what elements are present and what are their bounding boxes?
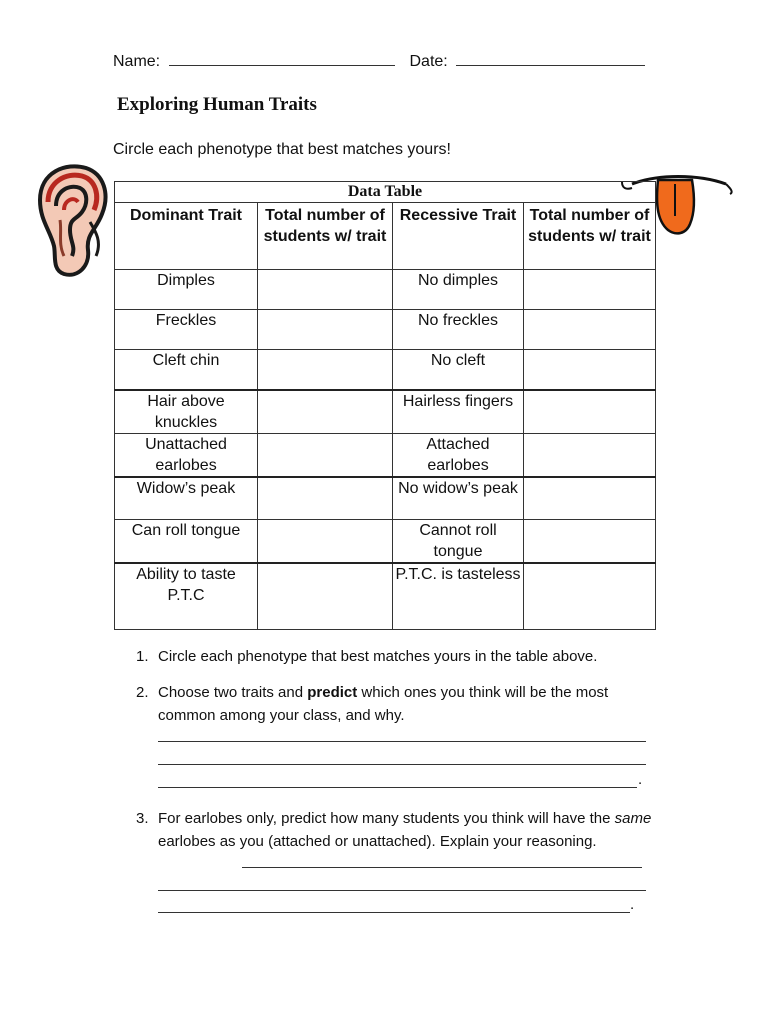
period-mark: . <box>630 896 635 913</box>
recessive-count-cell[interactable] <box>524 563 656 629</box>
header-recessive-count: Total number of students w/ trait <box>524 203 656 270</box>
dominant-count-cell[interactable] <box>258 433 393 477</box>
answer-line[interactable] <box>158 912 630 913</box>
page-title: Exploring Human Traits <box>117 94 317 115</box>
data-table <box>114 181 655 630</box>
table-row <box>115 477 656 520</box>
recessive-trait-cell[interactable]: Attached earlobes <box>393 433 524 477</box>
recessive-count-cell[interactable] <box>524 390 656 434</box>
answer-line[interactable] <box>158 741 646 742</box>
dominant-trait-cell[interactable]: Freckles <box>115 310 258 350</box>
recessive-count-cell[interactable] <box>524 270 656 310</box>
recessive-trait-cell[interactable]: Hairless fingers <box>393 390 524 434</box>
dominant-trait-cell[interactable]: Cleft chin <box>115 350 258 390</box>
recessive-count-cell[interactable] <box>524 350 656 390</box>
dominant-trait-cell[interactable]: Widow’s peak <box>115 477 258 520</box>
recessive-count-cell[interactable] <box>524 310 656 350</box>
header-dominant-count: Total number of students w/ trait <box>258 203 393 270</box>
date-field[interactable] <box>456 64 645 66</box>
ear-icon <box>30 160 110 280</box>
question-number: 1. <box>136 648 149 665</box>
question-text: For earlobes only, predict how many students you think will have the same earlobes as you (attached or unattached). Explain your reasoning. <box>158 810 652 850</box>
recessive-trait-cell[interactable]: No cleft <box>393 350 524 390</box>
recessive-trait-cell[interactable]: No widow’s peak <box>393 477 524 520</box>
dominant-count-cell[interactable] <box>258 310 393 350</box>
recessive-count-cell[interactable] <box>524 520 656 564</box>
dominant-trait-cell[interactable]: Can roll tongue <box>115 520 258 564</box>
table-row <box>115 270 656 310</box>
italic-same: same <box>614 810 652 827</box>
recessive-count-cell[interactable] <box>524 477 656 520</box>
dominant-trait-cell[interactable]: Hair above knuckles <box>115 390 258 434</box>
table-row <box>115 390 656 434</box>
answer-line[interactable] <box>158 787 637 788</box>
recessive-trait-cell[interactable]: Cannot roll tongue <box>393 520 524 564</box>
date-label: Date: <box>409 53 448 70</box>
dominant-count-cell[interactable] <box>258 563 393 629</box>
table-row <box>115 350 656 390</box>
table-caption: Data Table <box>115 182 656 203</box>
table-row <box>115 520 656 564</box>
bold-predict: predict <box>307 684 358 701</box>
dominant-count-cell[interactable] <box>258 270 393 310</box>
answer-line[interactable] <box>158 764 646 765</box>
answer-line[interactable] <box>242 867 642 868</box>
dominant-count-cell[interactable] <box>258 520 393 564</box>
recessive-trait-cell[interactable]: No freckles <box>393 310 524 350</box>
answer-line[interactable] <box>158 890 646 891</box>
table-row <box>115 563 656 629</box>
recessive-trait-cell[interactable]: No dimples <box>393 270 524 310</box>
table-row <box>115 433 656 477</box>
recessive-count-cell[interactable] <box>524 433 656 477</box>
dominant-trait-cell[interactable]: Ability to taste P.T.C <box>115 563 258 629</box>
period-mark: . <box>638 771 643 788</box>
dominant-trait-cell[interactable]: Unattached earlobes <box>115 433 258 477</box>
name-field[interactable] <box>169 64 395 66</box>
question-text: Choose two traits and predict which ones you think will be the most common among your class, and why. <box>158 684 609 724</box>
name-date-line <box>113 53 645 71</box>
instruction-text: Circle each phenotype that best matches yours! <box>113 141 451 158</box>
dominant-count-cell[interactable] <box>258 350 393 390</box>
recessive-trait-cell[interactable]: P.T.C. is tasteless <box>393 563 524 629</box>
table-row <box>115 310 656 350</box>
question-number: 3. <box>136 810 149 827</box>
question-text: Circle each phenotype that best matches yours in the table above. <box>158 648 598 665</box>
header-dominant-trait: Dominant Trait <box>115 203 258 270</box>
question-number: 2. <box>136 684 149 701</box>
dominant-count-cell[interactable] <box>258 390 393 434</box>
header-recessive-trait: Recessive Trait <box>393 203 524 270</box>
dominant-count-cell[interactable] <box>258 477 393 520</box>
name-label: Name: <box>113 53 161 70</box>
dominant-trait-cell[interactable]: Dimples <box>115 270 258 310</box>
